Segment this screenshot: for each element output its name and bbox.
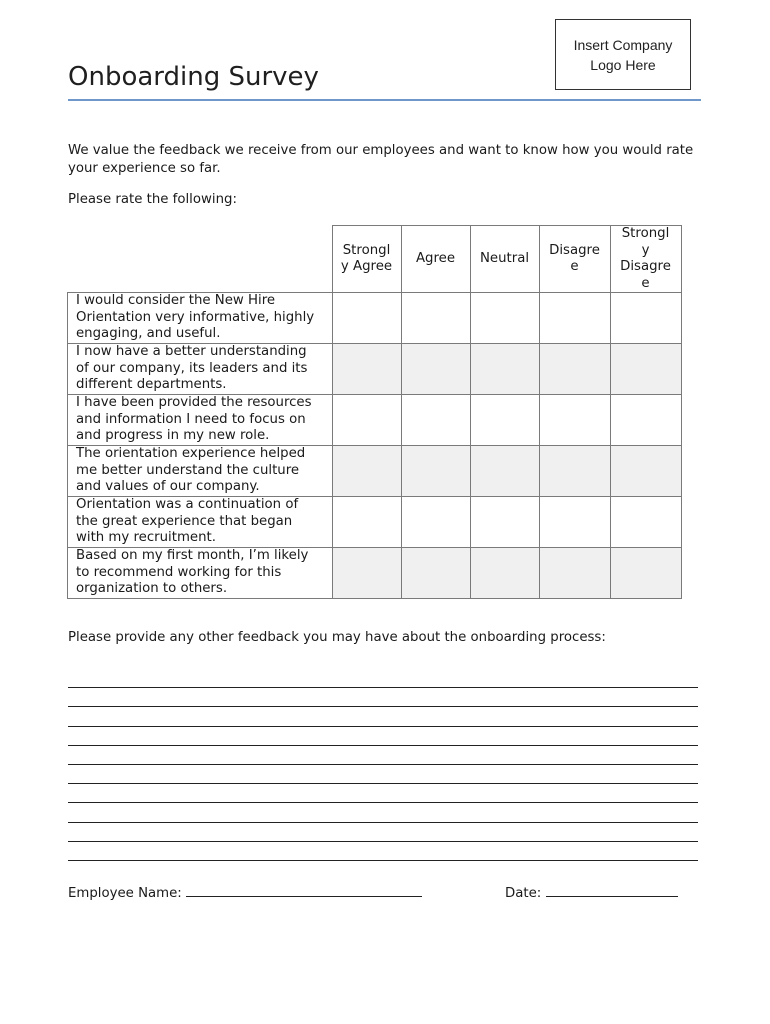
rating-cell-agree[interactable] xyxy=(401,446,470,497)
rating-cell-agree[interactable] xyxy=(401,293,470,344)
feedback-line[interactable] xyxy=(68,765,698,784)
rating-cell-disagree[interactable] xyxy=(539,293,610,344)
employee-name-field[interactable] xyxy=(186,884,422,897)
rating-cell-disagree[interactable] xyxy=(539,446,610,497)
col-header-strongly-disagree: Strongl y Disagre e xyxy=(610,226,681,293)
rating-header-row xyxy=(68,226,682,293)
feedback-line[interactable] xyxy=(68,784,698,803)
col-header-agree: Agree xyxy=(401,226,470,293)
page-title: Onboarding Survey xyxy=(68,62,319,92)
statement-cell: I would consider the New Hire Orientation very informative, highly engaging, and useful. xyxy=(68,293,333,344)
date-field[interactable] xyxy=(546,884,678,897)
rating-cell-strongly-agree[interactable] xyxy=(332,293,401,344)
employee-name-row xyxy=(68,884,422,901)
feedback-line[interactable] xyxy=(68,669,698,688)
table-row xyxy=(68,446,682,497)
statement-cell: I have been provided the resources and information I need to focus on and progress in my new role. xyxy=(68,395,333,446)
rating-cell-strongly-disagree[interactable] xyxy=(610,497,681,548)
rating-cell-neutral[interactable] xyxy=(470,548,539,599)
rating-cell-neutral[interactable] xyxy=(470,497,539,548)
feedback-line[interactable] xyxy=(68,803,698,822)
header-blank-cell xyxy=(68,226,333,293)
statement-cell: The orientation experience helped me better understand the culture and values of our company. xyxy=(68,446,333,497)
rating-cell-agree[interactable] xyxy=(401,344,470,395)
intro-text: We value the feedback we receive from our employees and want to know how you would rate your experience so far. xyxy=(68,143,694,176)
col-header-neutral: Neutral xyxy=(470,226,539,293)
rating-cell-disagree[interactable] xyxy=(539,548,610,599)
rating-cell-strongly-agree[interactable] xyxy=(332,344,401,395)
rating-cell-strongly-agree[interactable] xyxy=(332,548,401,599)
logo-line-1: Insert Company xyxy=(573,36,673,53)
rating-cell-strongly-disagree[interactable] xyxy=(610,446,681,497)
statement-cell: Based on my first month, I’m likely to recommend working for this organization to others. xyxy=(68,548,333,599)
feedback-line[interactable] xyxy=(68,842,698,861)
rating-cell-agree[interactable] xyxy=(401,548,470,599)
col-header-disagree: Disagre e xyxy=(539,226,610,293)
rating-cell-neutral[interactable] xyxy=(470,395,539,446)
rating-cell-neutral[interactable] xyxy=(470,344,539,395)
feedback-line[interactable] xyxy=(68,823,698,842)
rate-prompt: Please rate the following: xyxy=(68,192,237,207)
logo-line-2: Logo Here xyxy=(590,56,656,73)
feedback-line[interactable] xyxy=(68,707,698,726)
rating-cell-strongly-agree[interactable] xyxy=(332,446,401,497)
statement-cell: Orientation was a continuation of the great experience that began with my recruitment. xyxy=(68,497,333,548)
rating-cell-strongly-agree[interactable] xyxy=(332,497,401,548)
feedback-line[interactable] xyxy=(68,727,698,746)
company-logo-placeholder xyxy=(555,19,691,90)
rating-cell-disagree[interactable] xyxy=(539,395,610,446)
rating-cell-strongly-disagree[interactable] xyxy=(610,344,681,395)
rating-cell-strongly-disagree[interactable] xyxy=(610,293,681,344)
rating-cell-neutral[interactable] xyxy=(470,446,539,497)
table-row xyxy=(68,395,682,446)
rating-cell-strongly-disagree[interactable] xyxy=(610,548,681,599)
rating-cell-disagree[interactable] xyxy=(539,497,610,548)
feedback-prompt: Please provide any other feedback you may have about the onboarding process: xyxy=(68,630,606,645)
table-row xyxy=(68,344,682,395)
rating-cell-agree[interactable] xyxy=(401,497,470,548)
feedback-line[interactable] xyxy=(68,688,698,707)
rating-cell-strongly-disagree[interactable] xyxy=(610,395,681,446)
table-row xyxy=(68,548,682,599)
date-row xyxy=(505,884,678,901)
feedback-lines[interactable] xyxy=(68,669,698,861)
table-row xyxy=(68,497,682,548)
table-row xyxy=(68,293,682,344)
rating-cell-strongly-agree[interactable] xyxy=(332,395,401,446)
rating-cell-disagree[interactable] xyxy=(539,344,610,395)
feedback-line[interactable] xyxy=(68,746,698,765)
rating-table xyxy=(67,225,682,599)
date-label: Date: xyxy=(505,886,542,901)
employee-name-label: Employee Name: xyxy=(68,886,182,901)
statement-cell: I now have a better understanding of our company, its leaders and its different departments. xyxy=(68,344,333,395)
rating-cell-neutral[interactable] xyxy=(470,293,539,344)
rating-cell-agree[interactable] xyxy=(401,395,470,446)
title-divider xyxy=(68,99,701,101)
col-header-strongly-agree: Strongl y Agree xyxy=(332,226,401,293)
